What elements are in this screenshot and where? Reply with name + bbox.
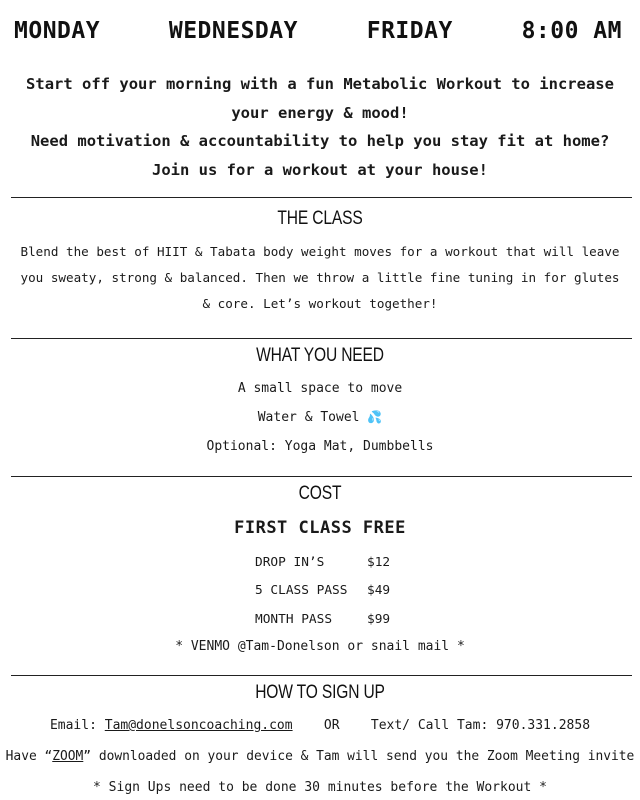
- contact-line: [0, 718, 640, 733]
- intro-line-4: Join us for a workout at your house!: [152, 160, 488, 179]
- first-class-free: FIRST CLASS FREE: [234, 518, 406, 538]
- intro-line-2: your energy & mood!: [231, 103, 409, 122]
- zoom-text-after: ” downloaded on your device & Tam will send you the Zoom Meeting invite: [83, 749, 635, 764]
- price-row: [252, 577, 390, 606]
- droplets-icon: 💦: [367, 410, 383, 424]
- class-description-line-1: Blend the best of HIIT & Tabata body weight moves for a workout that will leave: [20, 244, 620, 259]
- divider: [11, 675, 632, 676]
- price-table: [252, 548, 390, 634]
- intro-line-1: Start off your morning with a fun Metabolic Workout to increase: [26, 75, 614, 93]
- class-description-line-2: you sweaty, strong & balanced. Then we throw a little fine tuning in for glutes: [20, 270, 620, 285]
- class-time: 8:00 AM: [521, 18, 622, 44]
- price-name: MONTH PASS: [255, 611, 333, 627]
- divider: [11, 197, 632, 198]
- payment-note: * VENMO @Tam-Donelson or snail mail *: [175, 639, 465, 654]
- or-label: OR: [323, 718, 340, 733]
- what-you-need-heading: WHAT YOU NEED: [256, 345, 384, 366]
- needs-list: [0, 374, 640, 461]
- zoom-text-before: Have “: [5, 749, 53, 764]
- call-text: Text/ Call Tam: 970.331.2858: [370, 718, 591, 733]
- price-name: DROP IN’S: [255, 554, 325, 570]
- class-description-line-3: & core. Let’s workout together!: [202, 296, 438, 311]
- zoom-line: [0, 749, 640, 764]
- price-value: $99: [367, 611, 391, 627]
- intro-text: [0, 70, 640, 184]
- class-description: [8, 239, 632, 317]
- day-monday: MONDAY: [14, 18, 101, 44]
- sign-up-deadline-note: * Sign Ups need to be done 30 minutes before the Workout *: [93, 780, 547, 795]
- need-item-optional: Optional: Yoga Mat, Dumbbells: [206, 439, 434, 454]
- day-friday: FRIDAY: [366, 18, 453, 44]
- how-to-sign-up-heading: HOW TO SIGN UP: [255, 682, 385, 703]
- the-class-heading: THE CLASS: [277, 208, 363, 229]
- intro-line-3: Need motivation & accountability to help you stay fit at home?: [30, 132, 610, 150]
- price-row: [252, 605, 390, 634]
- price-value: $49: [367, 583, 391, 599]
- need-item-water-towel: [0, 403, 640, 432]
- schedule-bar: [14, 18, 622, 44]
- price-value: $12: [367, 554, 391, 570]
- day-wednesday: WEDNESDAY: [168, 18, 298, 44]
- cost-heading: COST: [298, 483, 342, 504]
- price-row: [252, 548, 390, 577]
- divider: [11, 476, 632, 477]
- need-item-water-towel-label: Water & Towel: [257, 410, 360, 425]
- email-label: Email:: [49, 718, 97, 733]
- divider: [11, 338, 632, 339]
- price-name: 5 CLASS PASS: [255, 583, 348, 599]
- email-link[interactable]: Tam@donelsoncoaching.com: [104, 718, 293, 733]
- zoom-link[interactable]: ZOOM: [52, 749, 84, 764]
- need-item-space: A small space to move: [237, 381, 403, 396]
